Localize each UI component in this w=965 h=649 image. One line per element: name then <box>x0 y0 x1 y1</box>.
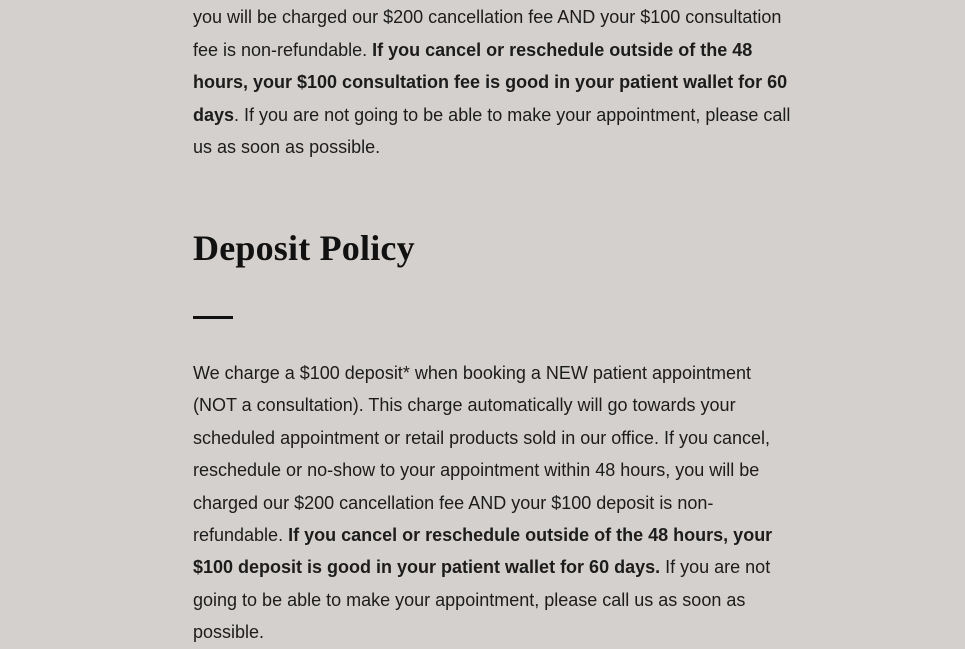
cancellation-bold-text: If you cancel or reschedule outside of the 48 hours, your $100 consultation fee is good in your patient wallet for 60 days <box>193 39 788 125</box>
cancellation-policy-text <box>193 0 793 163</box>
deposit-policy-heading: Deposit Policy <box>193 228 415 268</box>
heading-divider <box>193 316 233 319</box>
deposit-text-2: If you are not going to be able to make your appointment, please call us as soon as possible. <box>193 557 771 643</box>
cancellation-text-2: . If you are not going to be able to make your appointment, please call us as soon as possible. <box>193 104 791 158</box>
deposit-bold-text: If you cancel or reschedule outside of the 48 hours, your $100 deposit is good in your patient wallet for 60 days. <box>193 525 773 578</box>
cancellation-policy-paragraph <box>193 0 793 163</box>
deposit-text-1: We charge a $100 deposit* when booking a NEW patient appointment (NOT a consultation). This charge automatically will go towards your scheduled appointment or retail products sold in our office. If you cancel, reschedule or no-show to your appointment within 48 hours, you will be charged our $200 cancellation fee AND your $100 deposit is non-refundable. <box>193 363 771 546</box>
deposit-policy-paragraph <box>193 357 793 649</box>
cancellation-text-1: you will be charged our $200 cancellation fee AND your $100 consultation fee is non-refundable. <box>193 7 782 60</box>
